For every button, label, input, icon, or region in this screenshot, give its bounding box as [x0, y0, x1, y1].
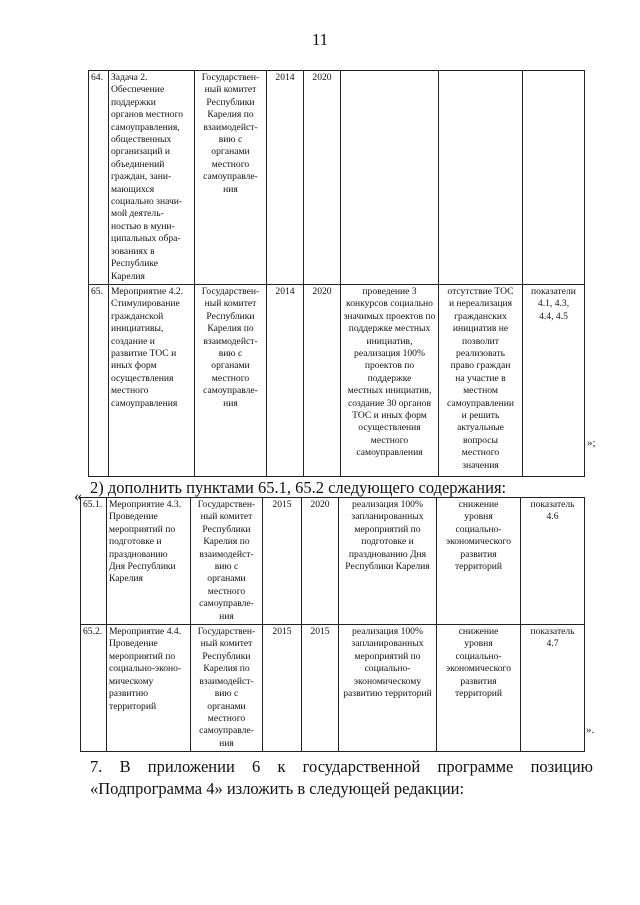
indicators [521, 498, 585, 625]
measure-name-line: граждан, зани- [111, 171, 172, 183]
indicators [521, 625, 585, 752]
indicators [523, 284, 585, 476]
measure-name-line: организаций и [111, 146, 171, 158]
indicators-line: показатели [531, 285, 576, 297]
consequence-line: и решить [461, 409, 500, 421]
measure-name-line: Мероприятие 4.2. [111, 285, 184, 297]
expected-result-line: реализация 100% [354, 347, 425, 359]
executor-line: Республики [202, 650, 251, 662]
consequence [437, 498, 521, 625]
expected-result-line: мероприятий по [354, 650, 421, 662]
executor [195, 284, 267, 476]
row-number: 64. [89, 71, 109, 285]
executor [191, 498, 263, 625]
measure-name [107, 498, 191, 625]
measure-name-line: объединений [111, 158, 165, 170]
executor-line: местного [207, 585, 246, 597]
measure-name-line: создание и [111, 335, 155, 347]
paragraph-word: 7. [90, 757, 103, 776]
consequence-line: на участие в [455, 372, 506, 384]
table1-closing-mark: »; [587, 437, 596, 449]
measure-name-line: самоуправления [111, 397, 178, 409]
measures-table-1 [88, 70, 585, 477]
executor-line: Карелия по [207, 109, 254, 121]
executor-line: органами [207, 700, 246, 712]
measure-name-line: Мероприятие 4.3. [109, 499, 182, 510]
measure-name-line: развитие ТОС и [111, 347, 177, 359]
measure-name-line: общественных [111, 134, 172, 146]
end-year: 2015 [302, 625, 339, 752]
expected-result-line: создание 30 органов [348, 397, 431, 409]
consequence-line: территорий [454, 561, 503, 573]
expected-result-line: Республики Карелия [345, 561, 430, 573]
consequence-line: позволит [462, 335, 499, 347]
measure-name-line: мающихся [111, 183, 155, 195]
measure-name-line: самоуправления, [111, 121, 180, 133]
measure-name-line: ципальных обра- [111, 233, 181, 245]
executor-line: Республики [202, 523, 251, 535]
executor-line: вию с [218, 347, 243, 359]
executor-line: местного [211, 372, 250, 384]
consequence-line: уровня [464, 638, 493, 650]
consequence-line: снижение [458, 626, 499, 638]
indicators-line: 4.4, 4.5 [539, 310, 568, 322]
indicators-line: показатель [530, 499, 575, 510]
consequence-line: снижение [458, 499, 499, 510]
executor-line: Государствен- [201, 285, 260, 297]
measure-name-line: местного [111, 385, 149, 397]
measure-name-line: мой деятель- [111, 208, 164, 220]
expected-result [339, 625, 437, 752]
measure-name-line: социально-эконо- [109, 663, 182, 675]
end-year: 2020 [304, 71, 341, 285]
consequence-line: реализовать [456, 347, 505, 359]
executor-line: взаимодейст- [203, 121, 258, 133]
executor-line: Карелия по [203, 536, 250, 548]
consequence-line: местного [461, 447, 500, 459]
executor-line: вию с [214, 561, 239, 573]
indicators-line: 4.7 [546, 638, 559, 650]
consequence [437, 625, 521, 752]
measure-name-line: иных форм [111, 360, 157, 372]
executor-line: ния [219, 610, 234, 622]
executor-line: ния [219, 737, 234, 749]
executor-line: Карелия по [207, 323, 254, 335]
executor-line: взаимодейст- [199, 548, 254, 560]
executor-line: ный комитет [200, 511, 253, 523]
executor-line: Государствен- [197, 499, 256, 510]
start-year: 2014 [267, 71, 304, 285]
measure-name-line: Мероприятие 4.4. [109, 626, 182, 638]
table-row [89, 284, 585, 476]
paragraph-line-2: «Подпрограмма 4» изложить в следующей редакции: [90, 779, 465, 798]
row-number: 65.2. [81, 625, 107, 752]
expected-result-line: реализация 100% [352, 499, 423, 510]
paragraph-word: 6 [251, 757, 261, 776]
start-year: 2015 [263, 498, 302, 625]
page-number: 11 [311, 30, 329, 49]
paragraph-word: В [119, 757, 131, 776]
measure-name-line: территорий [109, 700, 157, 712]
measure-name-line: Карелия [109, 573, 143, 585]
measure-name [109, 71, 195, 285]
executor-line: вию с [218, 134, 243, 146]
measure-name-line: социально значи- [111, 196, 183, 208]
consequence-line: инициатив не [452, 323, 509, 335]
consequence-line: уровня [464, 511, 493, 523]
consequence-line: социально- [455, 650, 502, 662]
intro-text: 2) дополнить пунктами 65.1, 65.2 следующего содержания: [90, 478, 507, 497]
expected-result-line: экономическому [353, 675, 422, 687]
consequence-line: и нереализация [448, 298, 513, 310]
measure-name-line: Дня Республики [109, 561, 176, 573]
measure-name-line: развитию [109, 688, 149, 700]
measure-name-line: мероприятий по [109, 523, 176, 535]
paragraph-word: приложении [147, 757, 235, 776]
expected-result-line: социально- [364, 663, 411, 675]
expected-result-line: осуществления [358, 422, 421, 434]
consequence-line: актуальные [457, 422, 504, 434]
expected-result-line: местных инициатив, [347, 385, 432, 397]
expected-result-line: инициатив, [366, 335, 413, 347]
consequence-line: самоуправлении [447, 397, 514, 409]
consequence-line: местном [463, 385, 498, 397]
measure-name-line: мическому [109, 675, 154, 687]
measure-name [109, 284, 195, 476]
measure-name-line: поддержки [111, 96, 156, 108]
expected-result-line: запланированных [351, 511, 424, 523]
measure-name-line: ностью в муни- [111, 220, 175, 232]
executor-line: органами [211, 146, 250, 158]
expected-result [339, 498, 437, 625]
executor-line: самоуправле- [203, 171, 258, 183]
executor [191, 625, 263, 752]
expected-result-line: развитию территорий [343, 688, 432, 700]
executor-line: органами [207, 573, 246, 585]
indicators-line: 4.1, 4.3, [537, 298, 570, 310]
expected-result-line: поддержке местных [348, 323, 431, 335]
consequence-line: право граждан [450, 360, 511, 372]
measure-name-line: Задача 2. [111, 72, 148, 83]
paragraph-word: позицию [530, 757, 593, 776]
executor-line: ния [223, 183, 238, 195]
start-year: 2015 [263, 625, 302, 752]
expected-result-line: мероприятий по [354, 523, 421, 535]
end-year: 2020 [304, 284, 341, 476]
paragraph-line-1 [90, 757, 593, 777]
indicators-line: показатель [530, 626, 575, 638]
table-row [89, 71, 585, 285]
paragraph-word: программе [437, 757, 514, 776]
expected-result-line: подготовке и [361, 536, 414, 548]
consequence-line: значения [462, 459, 499, 471]
measure-name-line: гражданской [111, 310, 164, 322]
consequence-line: территорий [454, 688, 503, 700]
executor-line: Республики [206, 96, 255, 108]
executor-line: Карелия по [203, 663, 250, 675]
consequence-line: отсутствие ТОС [447, 285, 514, 297]
expected-result-line: празднованию Дня [348, 548, 427, 560]
executor-line: органами [211, 360, 250, 372]
indicators [523, 71, 585, 285]
consequence-line: экономического [445, 536, 512, 548]
paragraph-word: государственной [302, 757, 421, 776]
consequence-line: вопросы [463, 434, 498, 446]
row-number: 65.1. [81, 498, 107, 625]
executor-line: самоуправле- [203, 385, 258, 397]
expected-result-line: ТОС и иных форм [352, 409, 427, 421]
expected-result-line: проведение 3 [362, 285, 417, 297]
expected-result-line: проектов по поддержке [364, 360, 415, 384]
consequence-line: экономического [445, 663, 512, 675]
start-year: 2014 [267, 284, 304, 476]
measure-name-line: Республике [111, 258, 159, 270]
consequence-line: развития [460, 548, 497, 560]
measure-name-line: осуществления [111, 372, 174, 384]
expected-result-line: запланированных [351, 638, 424, 650]
measure-name-line: Карелия [111, 270, 145, 282]
consequence [439, 71, 523, 285]
open-quote: « [74, 488, 82, 505]
executor-line: взаимодейст- [203, 335, 258, 347]
executor-line: ный комитет [204, 84, 257, 96]
executor [195, 71, 267, 285]
executor-line: Государствен- [197, 626, 256, 638]
measure-name-line: органов местного [111, 109, 184, 121]
table-row [81, 625, 585, 752]
measure-name-line: инициативы, [111, 323, 164, 335]
consequence-line: социально- [455, 523, 502, 535]
executor-line: ный комитет [204, 298, 257, 310]
expected-result-line: значимых проектов по [343, 310, 436, 322]
measure-name-line: Обеспечение [111, 84, 165, 96]
executor-line: вию с [214, 688, 239, 700]
executor-line: взаимодейст- [199, 675, 254, 687]
measure-name-line: Стимулирование [111, 298, 180, 310]
measure-name-line: празднованию [109, 548, 168, 560]
expected-result-line: самоуправления [356, 447, 423, 459]
measure-name [107, 625, 191, 752]
expected-result-line: конкурсов социально [346, 298, 433, 310]
executor-line: Республики [206, 310, 255, 322]
consequence-line: развития [460, 675, 497, 687]
measure-name-line: зованиях в [111, 245, 155, 257]
consequence [439, 284, 523, 476]
expected-result-line: местного [370, 434, 409, 446]
executor-line: ный комитет [200, 638, 253, 650]
measure-name-line: мероприятий по [109, 650, 176, 662]
expected-result [341, 71, 439, 285]
executor-line: ния [223, 397, 238, 409]
executor-line: самоуправле- [199, 725, 254, 737]
measure-name-line: Проведение [109, 638, 158, 650]
executor-line: местного [207, 712, 246, 724]
table2-closing-mark: ». [586, 724, 595, 736]
indicators-line: 4.6 [546, 511, 559, 523]
measure-name-line: Проведение [109, 511, 158, 523]
table-row [81, 498, 585, 625]
executor-line: местного [211, 158, 250, 170]
row-number: 65. [89, 284, 109, 476]
measure-name-line: подготовке и [109, 536, 162, 548]
paragraph-word: к [277, 757, 286, 776]
expected-result-line: реализация 100% [352, 626, 423, 638]
end-year: 2020 [302, 498, 339, 625]
expected-result [341, 284, 439, 476]
executor-line: самоуправле- [199, 598, 254, 610]
consequence-line: гражданских [454, 310, 507, 322]
executor-line: Государствен- [201, 72, 260, 83]
measures-table-2 [80, 497, 585, 752]
